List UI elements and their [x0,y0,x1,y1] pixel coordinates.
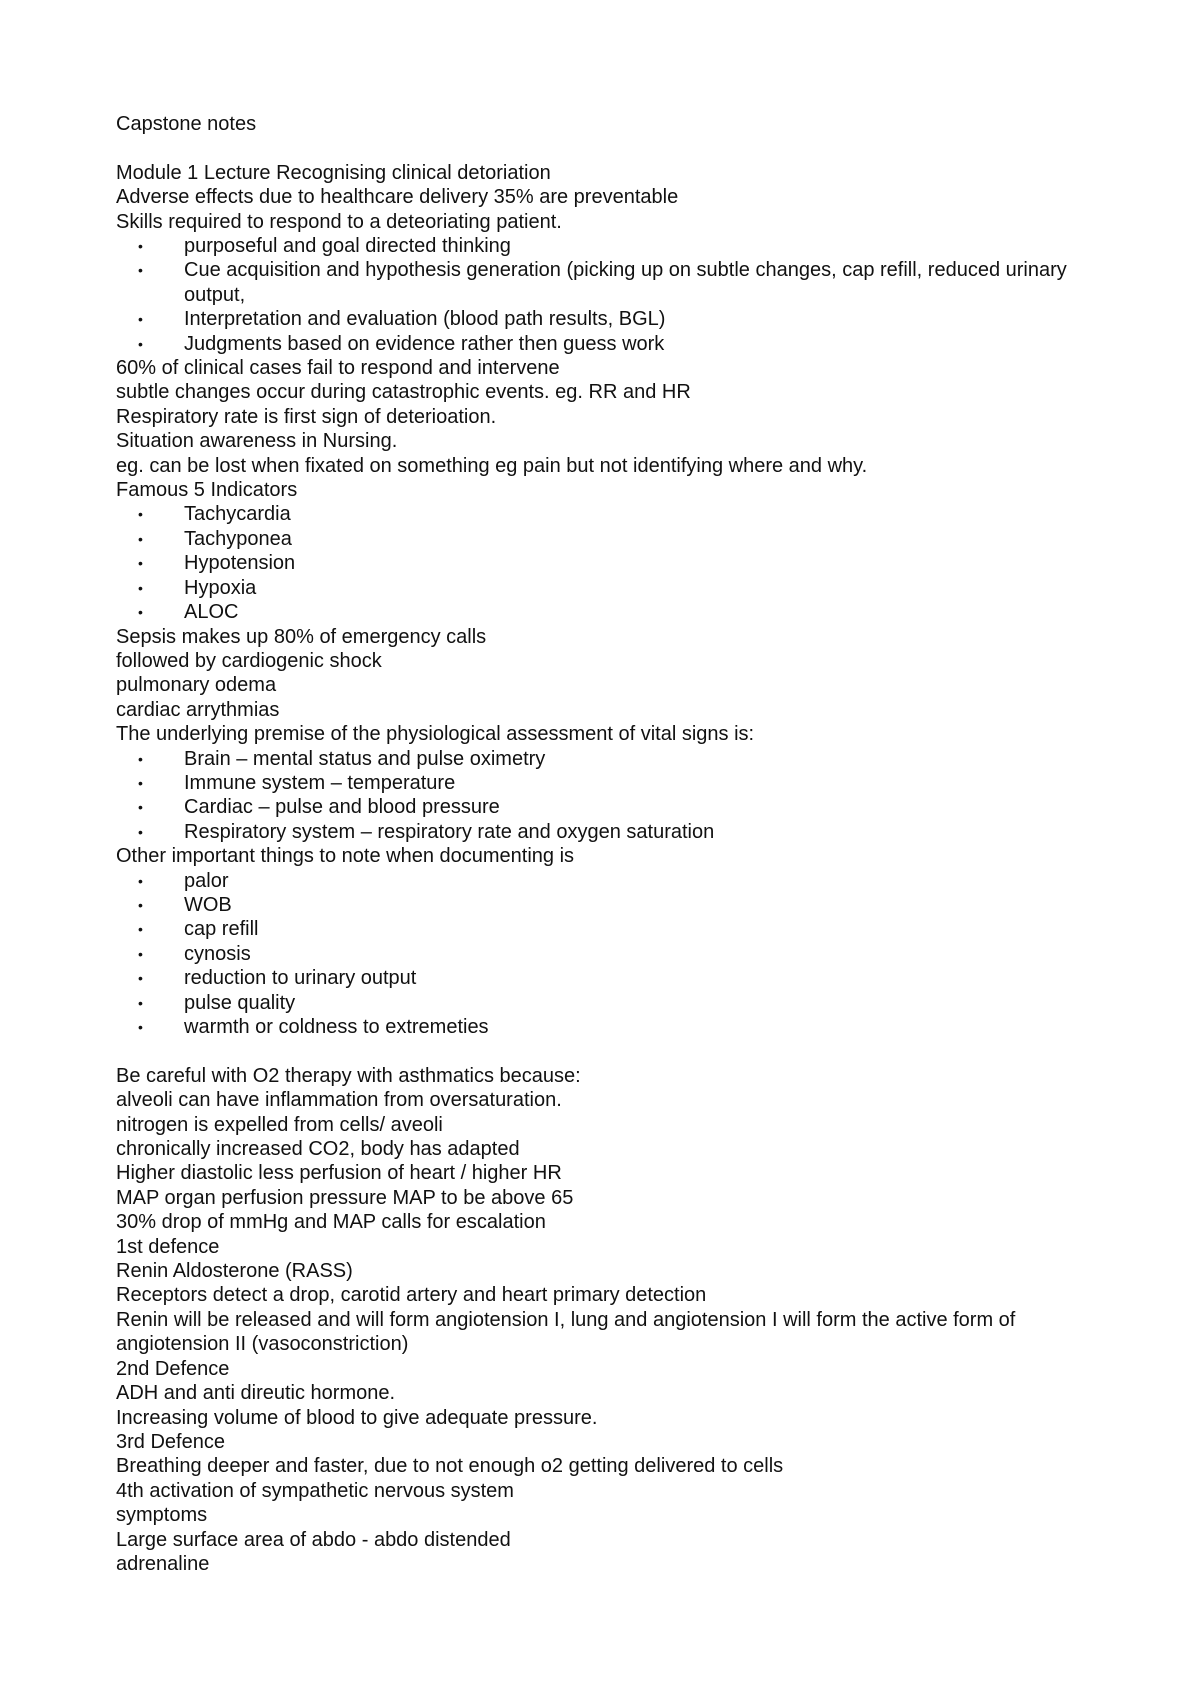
text-line: eg. can be lost when fixated on something eg pain but not identifying where and why. [116,454,868,477]
text-line: Famous 5 Indicators [116,479,298,502]
bullet-icon: • [138,579,143,596]
text-line: adrenaline [116,1552,210,1575]
list-item-text: cynosis [184,942,251,965]
bullet-list-skills [116,234,1116,356]
text-line: 30% drop of mmHg and MAP calls for escalation [116,1211,546,1234]
list-item [116,991,1116,1015]
text-line: 1st defence [116,1235,220,1258]
section-deterioration-notes [116,356,1116,502]
bullet-icon: • [138,823,143,840]
text-line: Be careful with O2 therapy with asthmatics because: [116,1064,581,1087]
list-item-text: Tachycardia [184,503,291,526]
text-line: alveoli can have inflammation from oversaturation. [116,1089,562,1112]
list-item [116,527,1116,551]
list-item-text: Hypotension [184,552,296,575]
text-line: Large surface area of abdo - abdo distended [116,1528,511,1551]
text-line: Respiratory rate is first sign of deterioation. [116,405,497,428]
list-item [116,551,1116,575]
bullet-icon: • [138,506,143,523]
text-line: nitrogen is expelled from cells/ aveoli [116,1113,443,1136]
text-line: 60% of clinical cases fail to respond and intervene [116,357,560,380]
bullet-icon: • [138,994,143,1011]
text-line: subtle changes occur during catastrophic events. eg. RR and HR [116,381,691,404]
bullet-icon: • [138,555,143,572]
list-item-text: Cue acquisition and hypothesis generation (picking up on subtle changes, cap refill, reduced urinary output, [184,259,1067,306]
bullet-icon: • [138,945,143,962]
list-item-text: Respiratory system – respiratory rate and oxygen saturation [184,820,715,843]
text-line: 3rd Defence [116,1430,225,1453]
text-line: symptoms [116,1504,208,1527]
text-line: followed by cardiogenic shock [116,649,382,672]
list-item-text: Judgments based on evidence rather then guess work [184,332,665,355]
bullet-icon: • [138,1019,143,1036]
text-line: ADH and anti direutic hormone. [116,1382,396,1405]
list-item [116,576,1116,600]
list-item-text: pulse quality [184,991,296,1014]
text-line: Renin will be released and will form angiotension I, lung and angiotension I will form the active form of angiotension II (vasoconstriction) [116,1308,1016,1356]
text-line: MAP organ perfusion pressure MAP to be above 65 [116,1186,574,1209]
text-line: Skills required to respond to a deteoriating patient. [116,210,562,233]
section-module-1-intro [116,161,1116,234]
list-item [116,917,1116,941]
paragraph-gap [116,1039,1116,1063]
text-line: Module 1 Lecture Recognising clinical detoriation [116,161,551,184]
bullet-icon: • [138,750,143,767]
text-line: Higher diastolic less perfusion of heart / higher HR [116,1162,562,1185]
bullet-icon: • [138,335,143,352]
bullet-icon: • [138,262,143,279]
section-o2-and-defences [116,1064,1116,1577]
bullet-icon: • [138,921,143,938]
list-item-text: Immune system – temperature [184,771,456,794]
list-item-text: Cardiac – pulse and blood pressure [184,796,500,819]
bullet-icon: • [138,799,143,816]
text-line: 2nd Defence [116,1357,230,1380]
list-item [116,600,1116,624]
bullet-icon: • [138,872,143,889]
bullet-icon: • [138,604,143,621]
list-item [116,966,1116,990]
text-line: Sepsis makes up 80% of emergency calls [116,625,487,648]
list-item [116,1015,1116,1039]
bullet-icon: • [138,896,143,913]
text-line: Situation awareness in Nursing. [116,430,398,453]
text-line: The underlying premise of the physiological assessment of vital signs is: [116,723,755,746]
list-item-text: cap refill [184,918,259,941]
bullet-icon: • [138,530,143,547]
list-item-text: Hypoxia [184,576,257,599]
list-item [116,747,1116,771]
text-line: Renin Aldosterone (RASS) [116,1260,353,1283]
document-title: Capstone notes [116,113,257,135]
list-item-text: WOB [184,893,232,916]
text-line: cardiac arrythmias [116,698,280,721]
list-item [116,307,1116,331]
list-item-text: ALOC [184,601,239,624]
list-item [116,869,1116,893]
text-line: Receptors detect a drop, carotid artery and heart primary detection [116,1284,707,1307]
bullet-icon: • [138,774,143,791]
list-item [116,771,1116,795]
list-item [116,234,1116,258]
section-emergency-calls [116,625,1116,747]
bullet-list-famous-5 [116,502,1116,624]
list-item-text: warmth or coldness to extremeties [184,1016,489,1039]
list-item [116,893,1116,917]
bullet-icon: • [138,311,143,328]
text-line: Breathing deeper and faster, due to not enough o2 getting delivered to cells [116,1455,784,1478]
text-line: pulmonary odema [116,674,277,697]
list-item-text: Brain – mental status and pulse oximetry [184,747,546,770]
list-item [116,795,1116,819]
text-line: chronically increased CO2, body has adapted [116,1138,520,1161]
text-line: Adverse effects due to healthcare delivery 35% are preventable [116,186,679,209]
list-item [116,258,1116,307]
bullet-icon: • [138,238,143,255]
section-documenting [116,844,1116,868]
list-item-text: palor [184,869,229,892]
bullet-list-vital-signs [116,747,1116,845]
list-item-text: Tachyponea [184,527,292,550]
list-item-text: Interpretation and evaluation (blood path results, BGL) [184,308,666,331]
text-line: 4th activation of sympathetic nervous system [116,1479,514,1502]
text-line: Increasing volume of blood to give adequate pressure. [116,1406,598,1429]
document-page [116,112,1116,1576]
text-line: Other important things to note when documenting is [116,845,575,868]
list-item-text: purposeful and goal directed thinking [184,235,511,258]
list-item [116,820,1116,844]
list-item [116,502,1116,526]
list-item [116,332,1116,356]
bullet-list-documenting [116,869,1116,1040]
list-item [116,942,1116,966]
list-item-text: reduction to urinary output [184,967,417,990]
bullet-icon: • [138,970,143,987]
